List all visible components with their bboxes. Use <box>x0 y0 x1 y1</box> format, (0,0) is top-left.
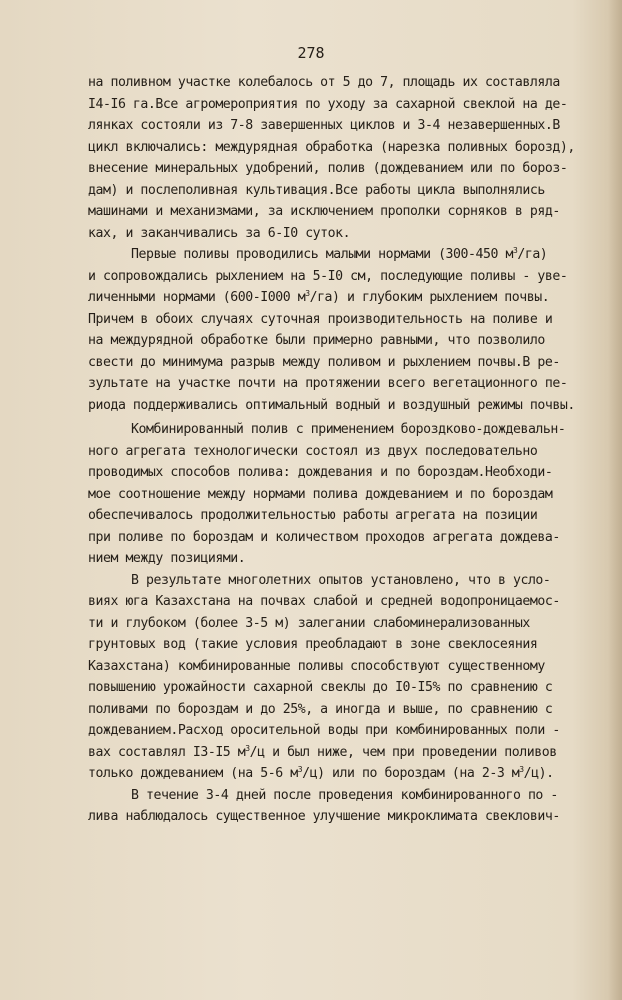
text-fragment: внесение минеральных удобрений, полив (дождеванием или по бороз- <box>88 161 568 176</box>
text-line <box>88 158 598 180</box>
text-fragment: зультате на участке почти на протяжении всего вегетационного пе- <box>88 376 568 391</box>
text-fragment: нием между позициями. <box>88 551 246 566</box>
text-fragment: /ц) или по бороздам (на 2-3 м <box>302 766 520 781</box>
text-fragment: мое соотношение между нормами полива дождеванием и по бороздам <box>88 486 553 502</box>
text-fragment: лянках состояли из 7-8 завершенных циклов и 3-4 незавершенных.В <box>88 118 560 133</box>
superscript: 3 <box>305 289 310 298</box>
text-line <box>88 137 598 159</box>
text-fragment: при поливе по бороздам и количеством проходов агрегата дождева- <box>88 529 560 545</box>
text-line <box>88 309 598 331</box>
text-fragment: обеспечивалось продолжительностью работы агрегата на позиции <box>88 508 538 523</box>
text-line <box>88 677 598 699</box>
text-line <box>88 462 598 484</box>
text-fragment: вах составлял I3-I5 м <box>88 744 246 760</box>
text-fragment: Комбинированный полив с применением бороздково-дождевальн- <box>131 422 566 437</box>
text-fragment: ного агрегата технологически состоял из двух последовательно <box>88 443 538 459</box>
text-fragment: I4-I6 га.Все агромероприятия по уходу за сахарной свеклой на де- <box>88 96 568 112</box>
text-line <box>88 419 598 441</box>
text-fragment: В течение 3-4 дней после проведения комбинированного по - <box>131 787 558 803</box>
text-line <box>88 484 598 506</box>
text-fragment: риода поддерживались оптимальный водный и воздушный режимы почвы. <box>88 397 575 413</box>
text-fragment: ти и глубоком (более 3-5 м) залегании слабоминерализованных <box>88 615 530 631</box>
body-text <box>88 72 598 828</box>
text-line <box>88 223 598 245</box>
text-fragment: лива наблюдалось существенное улучшение микроклимата свеклович- <box>88 809 560 824</box>
text-line <box>88 201 598 223</box>
text-fragment: проводимых способов полива: дождевания и по бороздам.Необходи- <box>88 465 553 480</box>
text-line <box>88 548 598 570</box>
text-line <box>88 699 598 721</box>
text-line <box>88 352 598 374</box>
text-line <box>88 373 598 395</box>
text-fragment: личенными нормами (600-I000 м <box>88 290 306 305</box>
text-line <box>88 115 598 137</box>
text-fragment: и сопровождались рыхлением на 5-I0 см, последующие поливы - уве- <box>88 268 568 284</box>
text-fragment: на поливном участке колебалось от 5 до 7, площадь их составляла <box>88 75 560 90</box>
superscript: 3 <box>519 765 524 774</box>
text-fragment: Первые поливы проводились малыми нормами (300-450 м <box>131 247 513 262</box>
text-line <box>88 785 598 807</box>
superscript: 3 <box>512 246 518 255</box>
text-fragment: /ц и был ниже, чем при проведении поливов <box>249 744 557 760</box>
text-line <box>88 634 598 656</box>
text-line <box>88 591 598 613</box>
text-fragment: дам) и послеполивная культивация.Все работы цикла выполнялись <box>88 182 545 198</box>
text-fragment: машинами и механизмами, за исключением прополки сорняков в ряд- <box>88 204 560 219</box>
text-line <box>88 527 598 549</box>
text-fragment: виях юга Казахстана на почвах слабой и средней водопроницаемос- <box>88 594 560 609</box>
text-line <box>88 656 598 678</box>
text-line <box>88 505 598 527</box>
text-fragment: грунтовых вод (такие условия преобладают в зоне свеклосеяния <box>88 637 538 652</box>
page-edge-shadow <box>608 0 622 1000</box>
text-line <box>88 330 598 352</box>
text-fragment: цикл включались: междурядная обработка (нарезка поливных борозд), <box>88 139 575 155</box>
text-fragment: на междурядной обработке были примерно равными, что позволило <box>88 333 545 348</box>
text-line <box>88 287 598 309</box>
text-line <box>88 94 598 116</box>
text-fragment: свести до минимума разрыв между поливом и рыхлением почвы.В ре- <box>88 354 560 370</box>
text-fragment: поливами по бороздам и до 25%, а иногда и выше, по сравнению с <box>88 701 553 717</box>
text-line <box>88 613 598 635</box>
text-line <box>88 72 598 94</box>
text-fragment: Причем в обоих случаях суточная производительность на поливе и <box>88 311 553 327</box>
text-line <box>88 806 598 828</box>
text-line <box>88 180 598 202</box>
text-fragment: дождеванием.Расход оросительной воды при комбинированных поли - <box>88 723 560 738</box>
text-line <box>88 244 598 266</box>
text-line <box>88 441 598 463</box>
page-number: 278 <box>297 44 325 62</box>
text-fragment: только дождеванием (на 5-6 м <box>88 766 298 781</box>
text-fragment: /ц). <box>523 766 554 781</box>
text-line <box>88 720 598 742</box>
text-fragment: /га) <box>517 247 548 262</box>
text-line <box>88 395 598 417</box>
text-fragment: В результате многолетних опытов установлено, что в усло- <box>131 572 551 588</box>
text-fragment: Казахстана) комбинированные поливы способствуют существенному <box>88 658 545 674</box>
text-fragment: /га) и глубоким рыхлением почвы. <box>309 290 550 305</box>
text-line <box>88 266 598 288</box>
text-line <box>88 570 598 592</box>
superscript: 3 <box>297 765 303 774</box>
superscript: 3 <box>245 743 250 753</box>
text-line <box>88 763 598 785</box>
text-fragment: повышению урожайности сахарной свеклы до I0-I5% по сравнению с <box>88 680 553 695</box>
text-fragment: ках, и заканчивались за 6-I0 суток. <box>88 225 351 241</box>
text-line <box>88 742 598 764</box>
